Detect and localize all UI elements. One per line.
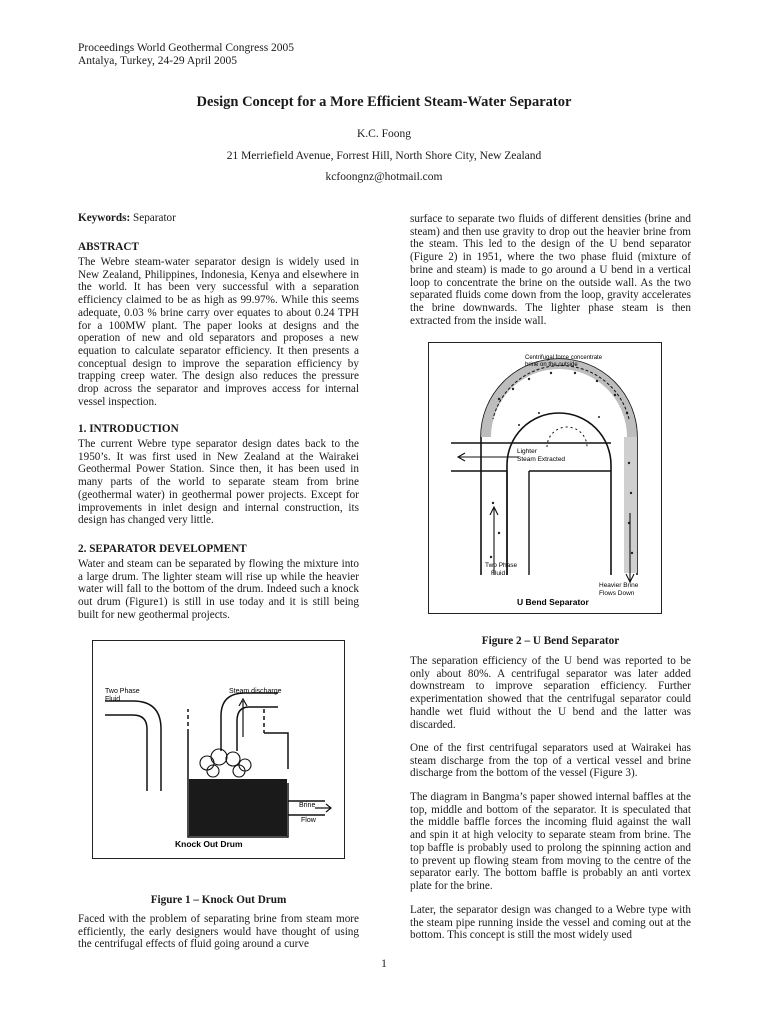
right-paragraph-3: One of the first centrifugal separators used at Wairakei has steam discharge from the top of a vertical vessel and brine discharge from the bottom of the vessel (Figure 3). (410, 742, 691, 780)
conference-name: Proceedings World Geothermal Congress 2005 (78, 42, 295, 54)
abstract-heading: ABSTRACT (78, 241, 139, 253)
fig1-label-brine-1: Brine (299, 802, 316, 809)
steam-arrow (239, 699, 247, 737)
fig2-label-centrifugal-2: brine on the outside (525, 362, 578, 368)
keywords-value: Separator (130, 212, 176, 224)
figure-2-u-bend-separator (428, 342, 662, 614)
drum-top-dashed (188, 709, 264, 733)
author-email: kcfoongnz@hotmail.com (325, 171, 443, 183)
steam-pipe-inner (221, 693, 278, 751)
figure-1-knock-out-drum (92, 640, 345, 859)
right-paragraph-2: The separation efficiency of the U bend was reported to be only about 80%. A centrifugal separator was later added downstream to improve separation efficiency. Further experimentation showed that the centrifugal separator could handle wet fluid without the U bend and the latter was discarded. (410, 655, 691, 731)
development-heading: 2. SEPARATOR DEVELOPMENT (78, 543, 247, 555)
fig1-title: Knock Out Drum (175, 839, 243, 849)
author-address: 21 Merriefield Avenue, Forrest Hill, North Shore City, New Zealand (226, 150, 542, 162)
u-bend-separator-diagram (429, 343, 661, 613)
right-paragraph-4: The diagram in Bangma’s paper showed internal baffles at the top, middle and bottom of the separator. It is speculated that the middle baffle forces the incoming fluid against the wall and spin it at high velocity to separate steam from brine. The top baffle is probably used to prolong the spinning action and to prevent up flowing steam from moving to the centre of the separator early. The bottom baffle is probably an anti vortex plate for the brine. (410, 791, 691, 892)
conference-location: Antalya, Turkey, 24-29 April 2005 (78, 55, 237, 67)
brine-arrow (315, 804, 331, 812)
keywords-label: Keywords: (78, 212, 131, 224)
drum-water (189, 779, 287, 836)
fig2-label-heavier-1: Heavier Brine (599, 582, 639, 589)
fig2-label-twophase-1: Two Phase (485, 562, 518, 569)
paper-title: Design Concept for a More Efficient Steam-Water Separator (196, 94, 572, 110)
figure-2-caption: Figure 2 – U Bend Separator (481, 635, 620, 647)
drum-wall-right (264, 733, 288, 769)
author-name: K.C. Foong (357, 128, 411, 140)
fig2-label-heavier-2: Flows Down (599, 590, 635, 597)
steam-cloud (200, 749, 251, 777)
right-paragraph-1: surface to separate two fluids of different densities (brine and steam) and then use gravity to drop out the heavier brine from the steam. This led to the design of the U bend separator (Figure 2) in 1951, where the two phase fluid (mixture of brine and steam) is made to go around a U bend in a vertical loop to concentrate the brine on the outside wall. As the two separated fluids come down from the loop, gravity accelerates the brine downwards. The lighter phase steam is then extracted from the inside wall. (410, 213, 691, 327)
inlet-pipe-inner (105, 715, 147, 791)
fig2-label-lighter-2: Steam Extracted (517, 456, 566, 463)
steam-extract-arrow (458, 453, 519, 461)
fig1-label-steam: Steam discharge (229, 688, 282, 695)
left-continuation-text: Faced with the problem of separating brine from steam more efficiently, the early designers would have thought of using the centrifugal effects of fluid going around a curve (78, 913, 359, 951)
fig2-title: U Bend Separator (517, 597, 589, 607)
introduction-text: The current Webre type separator design dates back to the 1950’s. It was first used in New Zealand at the Wairakei Geothermal Power Station. Since then, it has been used in many parts of the world to separate steam from brine (geothermal water) in geothermal power projects. Except for improvements in inlet design and internal construction, its design has changed very little. (78, 438, 359, 527)
fig2-label-twophase-2: Fluid (491, 570, 506, 577)
development-text: Water and steam can be separated by flowing the mixture into a large drum. The lighter steam will rise up while the heavier water will fall to the bottom of the drum. Indeed such a knock out drum (Figure1) is still in use today and it is still being built for new geothermal projects. (78, 558, 359, 621)
brine-band (481, 359, 637, 437)
keywords (78, 212, 359, 225)
fig1-label-inlet-2: Fluid (105, 696, 121, 703)
introduction-heading: 1. INTRODUCTION (78, 423, 179, 435)
abstract-text: The Webre steam-water separator design is widely used in New Zealand, Philippines, Indonesia, Kenya and elsewhere in the world. It has been very successful with a separation efficiency claimed to be as high as 99.97%. While this seems adequate, 0.03 % brine carry over equates to about 0.24 TPH for a 100MW plant. The paper looks at designs and the operation of new and old separators and proposes a new equation to calculate separator efficiency. It then presents a conceptual design to improve the separation efficiency by trapping creep water. The design also reduces the pressure drop across the separator and improves access for internal vessel inspection. (78, 256, 359, 408)
fig2-label-centrifugal-1: Centrifugal force concentrate (525, 355, 603, 361)
u-bend-inner-wall (507, 413, 611, 575)
figure-1-caption: Figure 1 – Knock Out Drum (150, 894, 287, 906)
right-paragraph-5: Later, the separator design was changed to a Webre type with the steam pipe running inside the vessel and coming out at the bottom. This concept is still the most widely used (410, 904, 691, 942)
fig1-label-brine-2: Flow (301, 817, 316, 824)
fig1-label-inlet-1: Two Phase (105, 688, 140, 695)
knock-out-drum-diagram (93, 641, 344, 858)
proceedings-header (78, 42, 294, 68)
page-number: 1 (381, 958, 387, 970)
fig2-label-lighter-1: Lighter (517, 448, 537, 455)
